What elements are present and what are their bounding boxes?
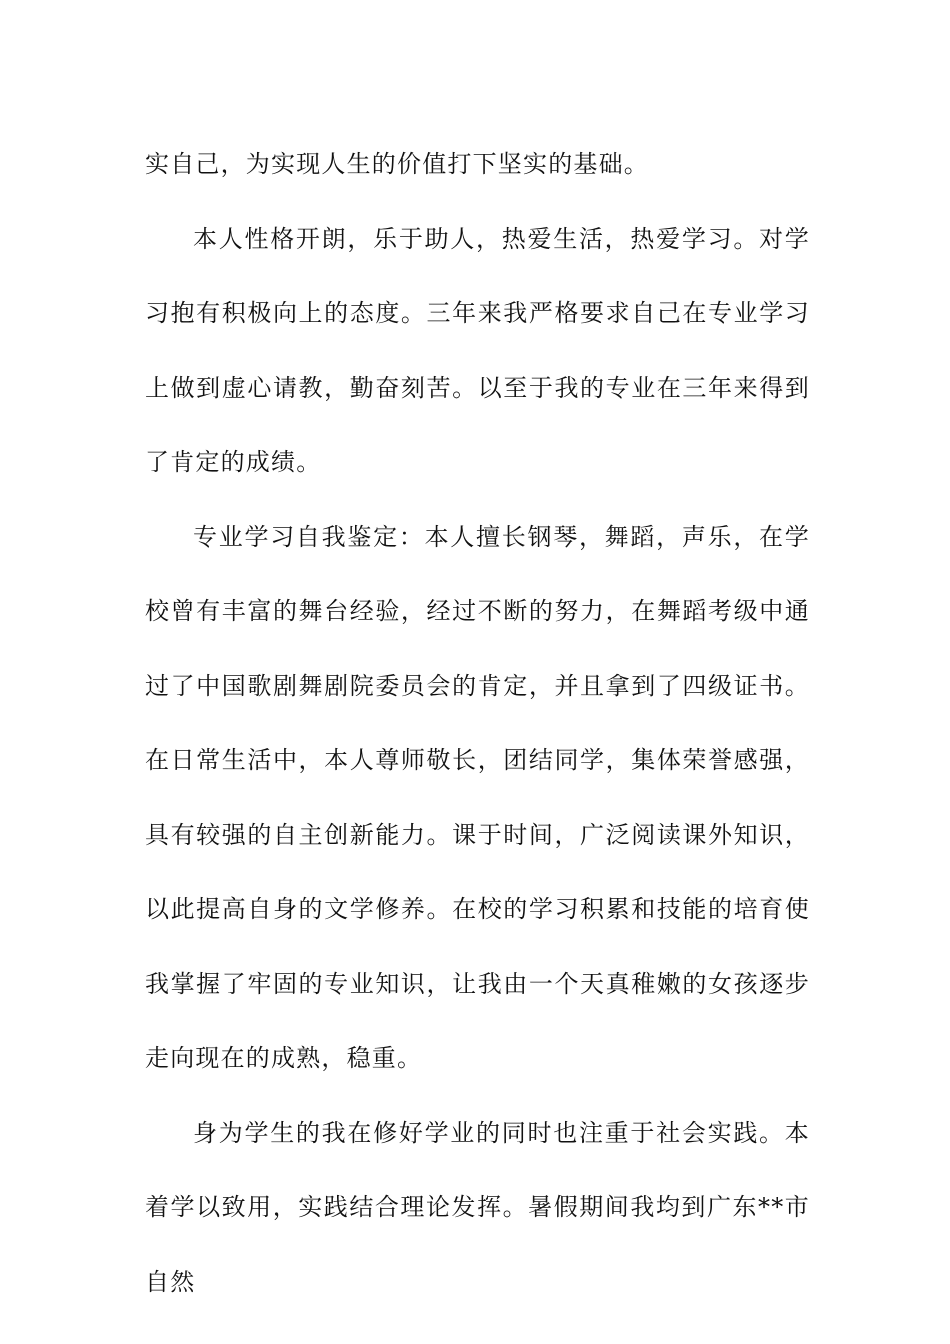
paragraph-4: 身为学生的我在修好学业的同时也注重于社会实践。本着学以致用，实践结合理论发挥。暑假期间我均到广东**市自然 (145, 1118, 810, 1296)
paragraph-2: 本人性格开朗，乐于助人，热爱生活，热爱学习。对学习抱有积极向上的态度。三年来我严格要求自己在专业学习上做到虚心请教，勤奋刻苦。以至于我的专业在三年来得到了肯定的成绩。 (145, 224, 810, 476)
paragraph-3: 专业学习自我鉴定：本人擅长钢琴，舞蹈，声乐，在学校曾有丰富的舞台经验，经过不断的努力，在舞蹈考级中通过了中国歌剧舞剧院委员会的肯定，并且拿到了四级证书。在日常生活中，本人尊师敬长，团结同学，集体荣誉感强，具有较强的自主创新能力。课于时间，广泛阅读课外知识，以此提高自身的文学修养。在校的学习积累和技能的培育使我掌握了牢固的专业知识，让我由一个天真稚嫩的女孩逐步走向现在的成熟，稳重。 (145, 522, 810, 1072)
paragraph-1: 实自己，为实现人生的价值打下坚实的基础。 (145, 150, 649, 178)
body-text (145, 127, 810, 1319)
